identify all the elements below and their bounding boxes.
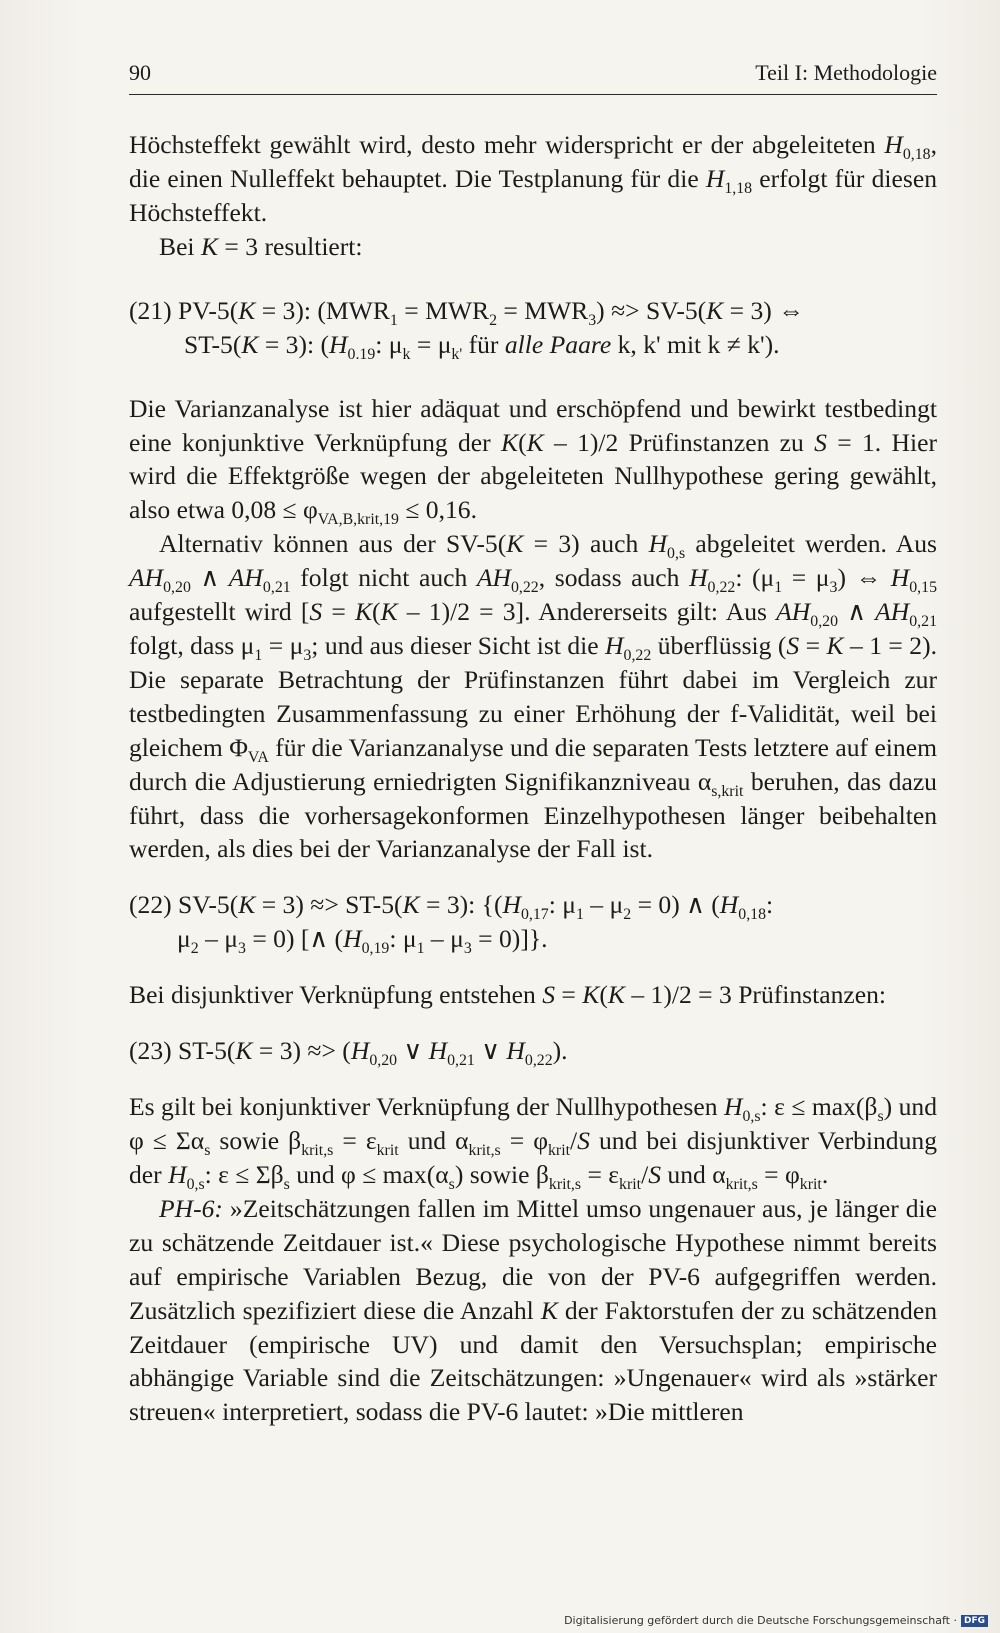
running-title: Teil I: Methodologie: [755, 60, 937, 85]
dfg-logo: DFG: [961, 1615, 988, 1627]
paragraph: Bei disjunktiver Verknüpfung entstehen S = K(K – 1)/2 = 3 Prüfinstanzen:: [129, 980, 887, 1010]
page-number: 90: [129, 60, 151, 85]
main-text: [129, 128, 937, 1429]
paragraph: Es gilt bei konjunktiver Verknüpfung der Nullhypothesen $H_{0,s}$: $\varepsilon \le \max(\beta_s)$ und $\varphi \le \Sigma\alpha_s$ sowie $\beta_{krit,s} = \varepsilon_{krit}$ und $\alpha_{krit,s} = \varphi_{krit}/S$ und bei disjunktiver Verbindung der $H_{0,s}$: $\varepsilon \le \Sigma\beta_s$ und $\varphi \le \max(\alpha_s)$ sowie $\beta_{krit,s} = \varepsilon_{krit}/S$ und $\alpha_{krit,s} = \varphi_{krit}$.: [129, 1092, 938, 1194]
formula-22-cont: $\mu_2 - \mu_3 = 0$) [∧ ($H_{0,19}$: $\mu_1 - \mu_3 = 0$)]}.: [177, 924, 548, 958]
paragraph: Alternativ können aus der SV-5(K = 3) auch $H_{0,s}$ abgeleitet werden. Aus $AH_{0,20}$ ∧ $AH_{0,21}$ folgt nicht auch $AH_{0,22}$, sodass auch $H_{0,22}$: $(\mu_1 = \mu_3)$ ⇔ $H_{0,15}$ aufgestellt wird [S = K(K – 1)/2 = 3]. Andererseits gilt: Aus $AH_{0,20}$ ∧ $AH_{0,21}$ folgt, dass $\mu_1 = \mu_3$; und aus dieser Sicht ist die $H_{0,22}$ überflüssig (S = K – 1 = 2). Die separate Betrachtung der Prüfinstanzen führt dabei im Vergleich zur testbedingten Zusammenfassung zu einer Erhöhung der f-Validität, weil bei gleichem $\Phi_{VA}$ für die Varianzanalyse und die separaten Tests letztere auf einem durch die Adjustierung erniedrigten Signifikanzniveau $\alpha_{s,krit}$ beruhen, das dazu führt, dass die vorhersagekonformen Einzelhypothesen länger beibehalten werden, als dies bei der Varianzanalyse der Fall ist.: [129, 529, 938, 864]
footer-text: Digitalisierung gefördert durch die Deutsche Forschungsgemeinschaft ·: [564, 1614, 957, 1627]
paragraph: Die Varianzanalyse ist hier adäquat und erschöpfend und bewirkt testbedingt eine konjunktive Verknüpfung der K(K – 1)/2 Prüfinstanzen zu S = 1. Hier wird die Effektgröße wegen der abgeleiteten Nullhypothese gering gewählt, also etwa $0,08 \le \varphi_{VA,B,krit,19} \le 0,16$.: [129, 393, 937, 529]
paragraph: Bei K = 3 resultiert:: [159, 231, 363, 261]
formula-21-cont: ST-5(K = 3): ($H_{0.19}$: $\mu_k = \mu_{k'}$ für alle Paare k, k' mit k ≠ k').: [184, 329, 780, 363]
formula-23: (23) $ST-5(K = 3) \approx> (H_{0,20}$ ∨ $H_{0,21}$ ∨ $H_{0,22}$).: [129, 1036, 568, 1070]
formula-22: (22) SV-5(K = 3) ≈> ST-5(K = 3): {($H_{0,17}$: $\mu_1 - \mu_2 = 0$) ∧ ($H_{0,18}$:: [129, 890, 774, 924]
paragraph: PH-6: »Zeitschätzungen fallen im Mittel umso ungenauer aus, je länger die zu schätzende Zeitdauer ist.« Diese psychologische Hypothese nimmt bereits auf empirische Variablen Bezug, die von der PV-6 aufgegriffen werden. Zusätzlich spezifiziert diese die Anzahl K der Faktorstufen der zu schätzenden Zeitdauer (empirische UV) und damit den Versuchsplan; empirische abhängige Variable sind die Zeitschätzungen: »Ungenauer« wird als »stärker streuen« interpretiert, sodass die PV-6 lautet: »Die mittleren: [129, 1193, 938, 1427]
formula-21: (21) PV-5(K = 3): $(MWR_1 = MWR_2 = MWR_3) \approx> SV-5(K = 3)$ ⇔: [129, 295, 804, 329]
page-header: [129, 58, 937, 95]
digitization-footer: [564, 1614, 988, 1627]
paragraph: Höchsteffekt gewählt wird, desto mehr widerspricht er der abgeleiteten $H_{0,18}$, die einen Nulleffekt behauptet. Die Testplanung für die $H_{1,18}$ erfolgt für diesen Höchsteffekt.: [129, 130, 937, 227]
